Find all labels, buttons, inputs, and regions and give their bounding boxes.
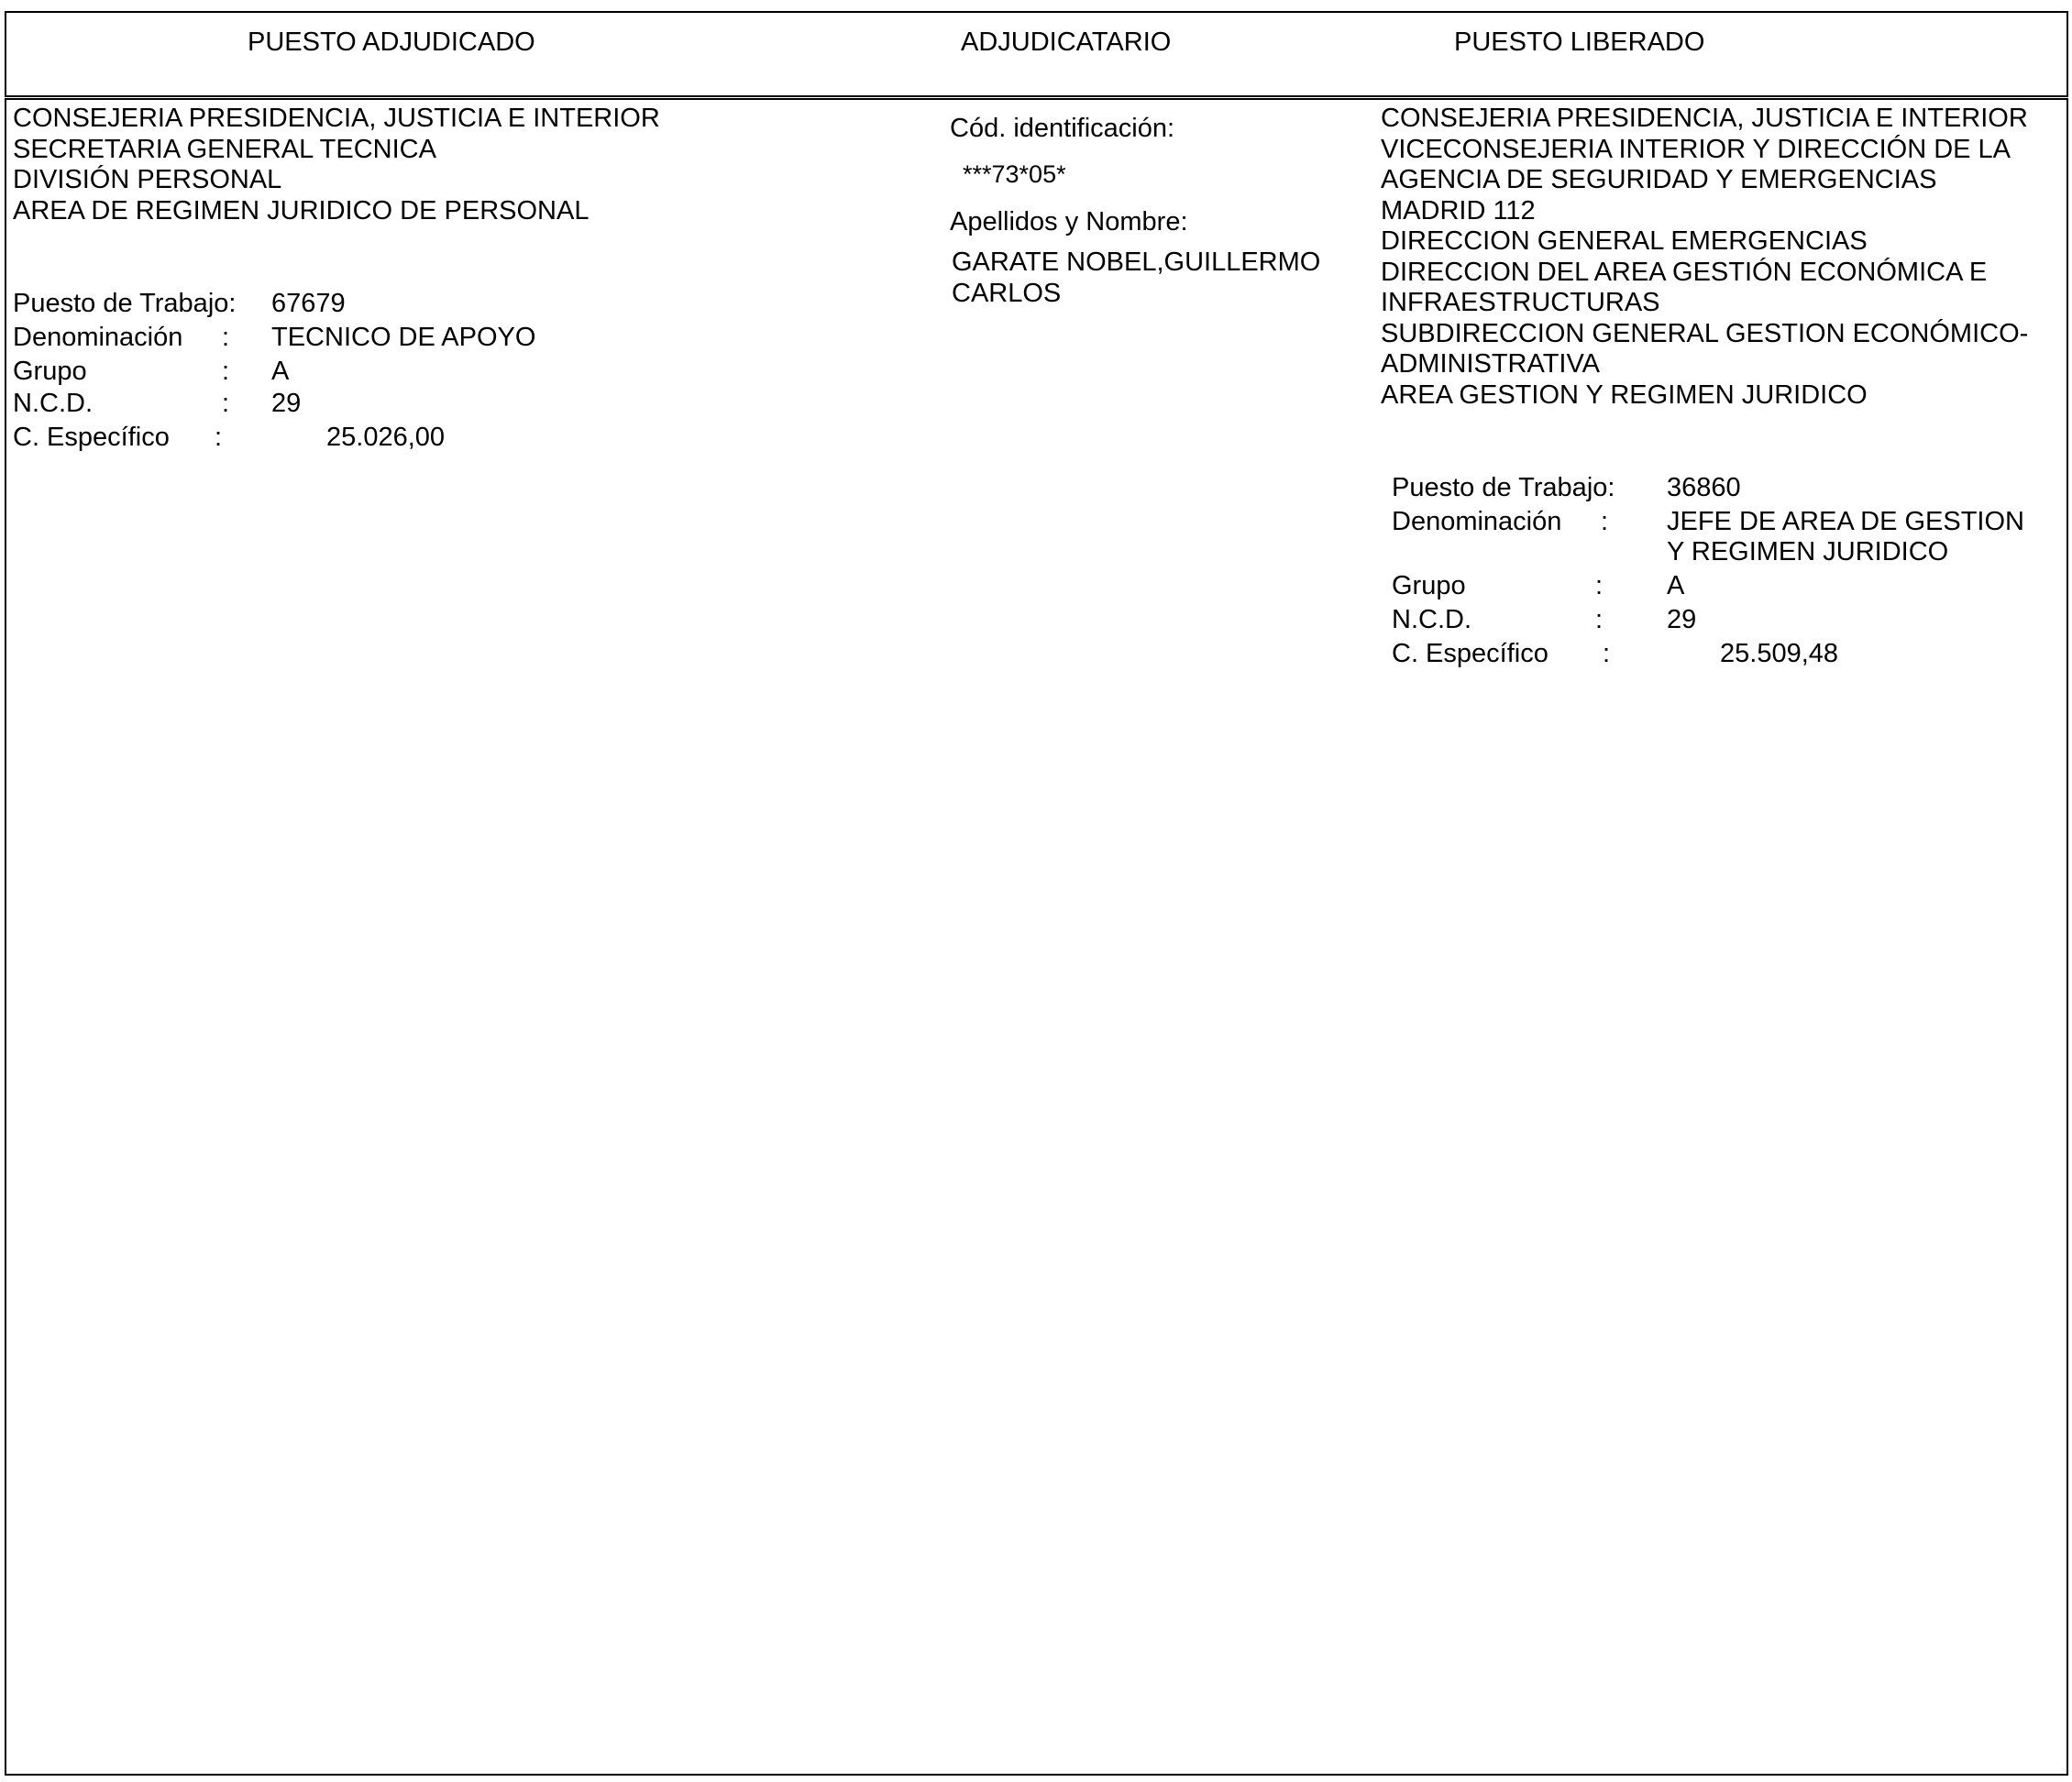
org-line: AGENCIA DE SEGURIDAD Y EMERGENCIAS xyxy=(1381,165,1937,194)
field-colon: : xyxy=(222,323,230,352)
field-value-line2: Y REGIMEN JURIDICO xyxy=(1667,537,1949,566)
field-label: Puesto de Trabajo: xyxy=(1392,473,1615,502)
field-colon: : xyxy=(222,357,230,386)
header-adjudicatario: ADJUDICATARIO xyxy=(961,28,1172,57)
field-colon: : xyxy=(1603,639,1611,668)
field-label: Grupo xyxy=(1392,571,1466,600)
org-line: VICECONSEJERIA INTERIOR Y DIRECCIÓN DE LA xyxy=(1381,134,2011,164)
org-line: AREA GESTION Y REGIMEN JURIDICO xyxy=(1381,380,1868,410)
field-value: A xyxy=(271,357,290,386)
header-puesto-liberado: PUESTO LIBERADO xyxy=(1454,28,1705,57)
cod-identificacion-label: Cód. identificación: xyxy=(950,114,1175,143)
org-line: CONSEJERIA PRESIDENCIA, JUSTICIA E INTERIOR xyxy=(13,104,660,133)
field-label: Denominación xyxy=(13,323,183,352)
field-label: N.C.D. xyxy=(1392,605,1471,634)
apellidos-nombre-value: GARATE NOBEL,GUILLERMO CARLOS xyxy=(952,248,1321,308)
org-line: SUBDIRECCION GENERAL GESTION ECONÓMICO- xyxy=(1381,318,2029,348)
field-colon: : xyxy=(222,389,230,418)
org-line: DIVISIÓN PERSONAL xyxy=(13,165,282,194)
org-line: SECRETARIA GENERAL TECNICA xyxy=(13,134,436,164)
cod-identificacion-value: ***73*05* xyxy=(963,160,1066,188)
field-value: TECNICO DE APOYO xyxy=(271,323,536,352)
field-value: 29 xyxy=(1667,605,1697,634)
field-colon: : xyxy=(1595,571,1604,600)
org-line: INFRAESTRUCTURAS xyxy=(1381,288,1660,317)
field-label: C. Específico xyxy=(1392,639,1548,668)
liberado-org-block xyxy=(1381,104,2028,411)
field-value: 67679 xyxy=(271,289,346,318)
field-label: Denominación xyxy=(1392,507,1562,536)
org-line: DIRECCION DEL AREA GESTIÓN ECONÓMICA E xyxy=(1381,257,1988,287)
field-colon: : xyxy=(1595,605,1604,634)
field-label: C. Específico xyxy=(13,423,170,452)
header-puesto-adjudicado: PUESTO ADJUDICADO xyxy=(248,28,535,57)
apellidos-nombre-label: Apellidos y Nombre: xyxy=(950,207,1188,236)
field-label: Grupo xyxy=(13,357,87,386)
org-line: ADMINISTRATIVA xyxy=(1381,349,1600,379)
field-label: Puesto de Trabajo: xyxy=(13,289,237,318)
org-line: MADRID 112 xyxy=(1381,195,1536,226)
field-value: 36860 xyxy=(1667,473,1741,502)
adjudicado-org-block xyxy=(13,104,660,226)
field-value: 29 xyxy=(271,389,302,418)
field-value: 25.026,00 xyxy=(326,423,446,452)
field-value: JEFE DE AREA DE GESTION xyxy=(1667,507,2024,536)
field-value: A xyxy=(1667,571,1685,600)
field-colon: : xyxy=(1601,507,1609,536)
org-line: AREA DE REGIMEN JURIDICO DE PERSONAL xyxy=(13,195,590,226)
field-colon: : xyxy=(215,423,223,452)
field-value: 25.509,48 xyxy=(1720,639,1839,668)
field-label: N.C.D. xyxy=(13,389,93,418)
org-line: DIRECCION GENERAL EMERGENCIAS xyxy=(1381,226,1868,256)
org-line: CONSEJERIA PRESIDENCIA, JUSTICIA E INTERIOR xyxy=(1381,104,2028,133)
